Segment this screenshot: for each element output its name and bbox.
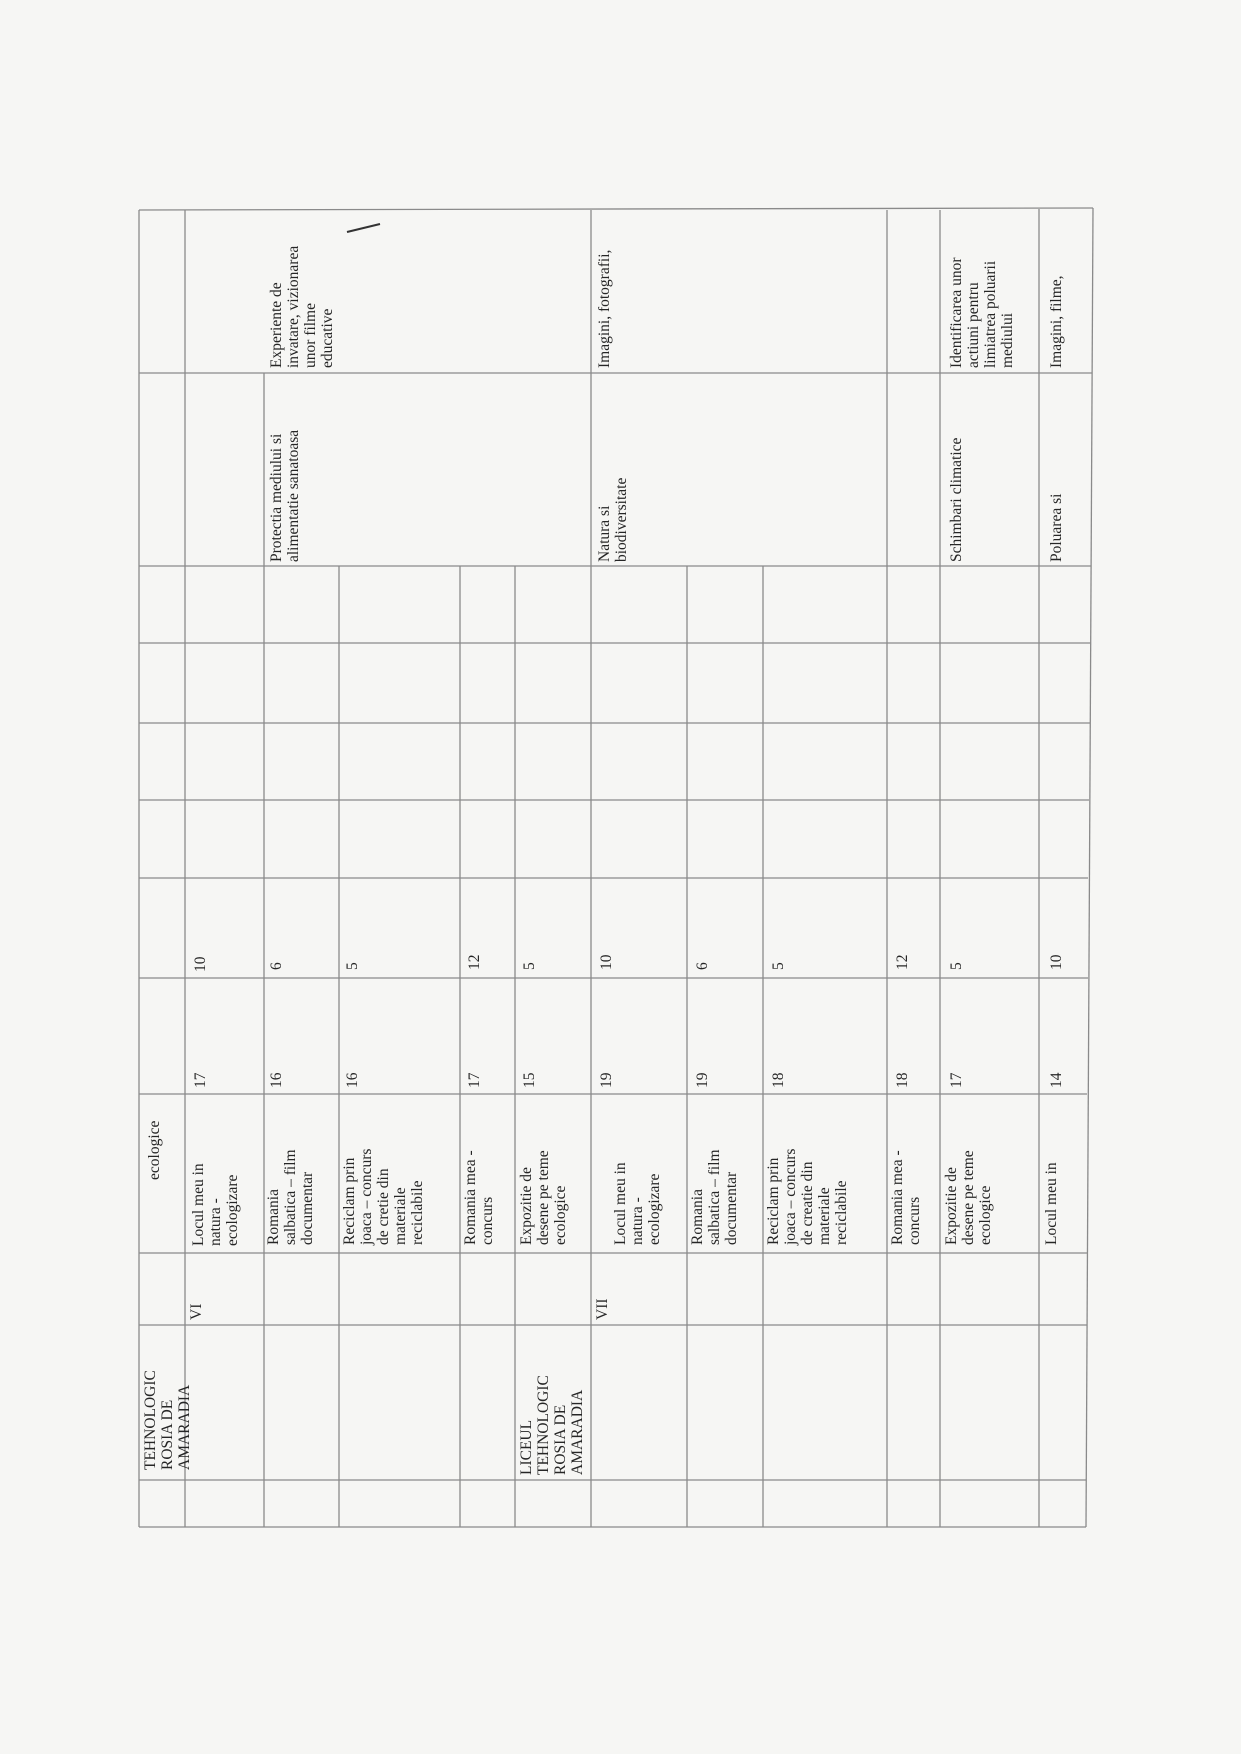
students-count-cell: 17 bbox=[192, 1072, 209, 1088]
activity-cell: Expozitie de desene pe teme ecologice bbox=[518, 1150, 569, 1245]
students-count-cell: 17 bbox=[948, 1072, 965, 1088]
resources-cell: Imagini, fotografii, bbox=[596, 249, 613, 368]
resources-cell: Imagini, filme, bbox=[1048, 275, 1065, 368]
school-name: LICEUL TEHNOLOGIC ROSIA DE AMARADIA bbox=[518, 1375, 586, 1475]
students-count-cell: 18 bbox=[770, 1072, 787, 1088]
school-name-top: TEHNOLOGIC ROSIA DE AMARADIA bbox=[142, 1370, 193, 1470]
activity-cell: Locul meu in natura - ecologizare bbox=[612, 1162, 663, 1245]
class-label: VI bbox=[188, 1303, 205, 1320]
students-count-cell: 15 bbox=[521, 1072, 538, 1088]
second-count-cell: 5 bbox=[948, 962, 965, 970]
second-count-cell: 12 bbox=[466, 954, 483, 970]
activity-cell: Romania salbatica – film documentar bbox=[689, 1149, 740, 1245]
activity-cell: Locul meu in natura - ecologizare bbox=[190, 1163, 241, 1246]
second-count-cell: 12 bbox=[894, 954, 911, 970]
second-count-cell: 5 bbox=[770, 962, 787, 970]
theme-cell: Protectia mediului si alimentatie sanatoasa bbox=[268, 429, 302, 562]
theme-cell: Natura si biodiversitate bbox=[596, 477, 630, 562]
students-count-cell: 16 bbox=[344, 1072, 361, 1088]
activity-cell: Expozitie de desene pe teme ecologice bbox=[943, 1150, 994, 1245]
students-count-cell: 19 bbox=[598, 1072, 615, 1088]
second-count-cell: 5 bbox=[344, 962, 361, 970]
activity-cell: Romania salbatica – film documentar bbox=[265, 1149, 316, 1245]
class-label: VII bbox=[594, 1298, 611, 1320]
students-count-cell: 16 bbox=[268, 1072, 285, 1088]
students-count-cell: 14 bbox=[1048, 1072, 1065, 1088]
second-count-cell: 6 bbox=[694, 962, 711, 970]
students-count-cell: 18 bbox=[894, 1072, 911, 1088]
theme-cell: Poluarea si bbox=[1048, 493, 1065, 562]
theme-cell: Schimbari climatice bbox=[948, 437, 965, 562]
resources-cell: Experiente de invatare, vizionarea unor filme educative bbox=[268, 245, 336, 368]
activity-cell: Reciclam prin joaca – concurs de cretie din materiale reciclabile bbox=[341, 1148, 426, 1245]
resources-cell: Identificarea unor actiuni pentru limiatrea poluarii mediului bbox=[948, 257, 1016, 368]
second-count-cell: 10 bbox=[1048, 954, 1065, 970]
activity-cell: Reciclam prin joaca – concurs de creatie din materiale reciclabile bbox=[765, 1148, 850, 1245]
students-count-cell: 19 bbox=[694, 1072, 711, 1088]
activity-cell: Locul meu in bbox=[1043, 1162, 1060, 1245]
activity-cell: Romania mea - concurs bbox=[462, 1150, 496, 1245]
second-count-cell: 10 bbox=[598, 954, 615, 970]
activity-header-top: ecologice bbox=[146, 1120, 163, 1180]
second-count-cell: 5 bbox=[521, 962, 538, 970]
second-count-cell: 6 bbox=[268, 962, 285, 970]
students-count-cell: 17 bbox=[466, 1072, 483, 1088]
activity-cell: Romania mea - concurs bbox=[889, 1150, 923, 1245]
second-count-cell: 10 bbox=[192, 956, 209, 972]
